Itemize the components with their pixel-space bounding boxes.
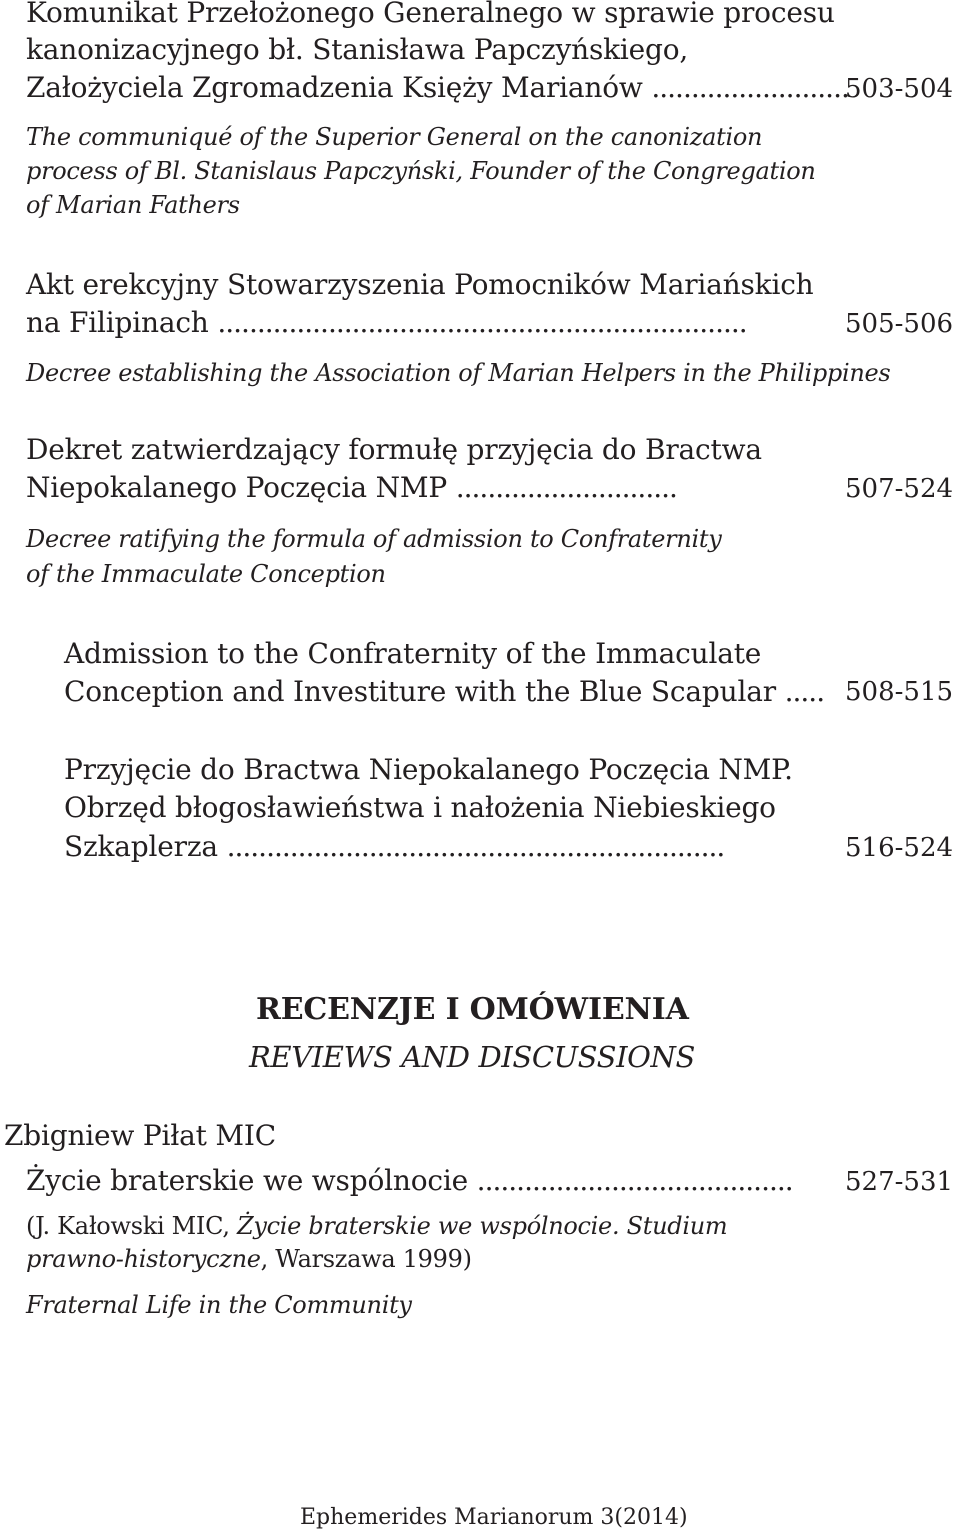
entry-2-title-text: na Filipinach <box>26 306 209 339</box>
entry-2-pages: 505-506 <box>845 309 954 339</box>
entry-1-title-line-3 <box>26 71 849 104</box>
entry-1-english-line-1: The communiqué of the Superior General on the canonization <box>26 123 763 151</box>
entry-5-pages: 516-524 <box>845 833 954 863</box>
entry-2-title-line-2 <box>26 306 747 339</box>
entry-5-title-line-3 <box>64 830 724 863</box>
entry-1-title-text: Założyciela Zgromadzenia Księży Marianów <box>26 71 643 104</box>
review-leader-dots: ........................................ <box>476 1164 793 1197</box>
review-title: Życie braterskie we wspólnocie <box>26 1164 468 1197</box>
entry-5-title-line-1: Przyjęcie do Bractwa Niepokalanego Poczęcia NMP. <box>64 753 793 786</box>
entry-5-leader-dots: ............................................................... <box>226 830 725 863</box>
reviews-subheading: REVIEWS AND DISCUSSIONS <box>249 1040 695 1074</box>
entry-1-title-line-2: kanonizacyjnego bł. Stanisława Papczyńskiego, <box>26 33 689 66</box>
reviews-heading: RECENZJE I OMÓWIENIA <box>256 992 689 1027</box>
entry-3-title-text: Niepokalanego Poczęcia NMP <box>26 471 448 504</box>
review-english-title: Fraternal Life in the Community <box>26 1291 412 1319</box>
entry-5-title-line-2: Obrzęd błogosławieństwa i nałożenia Niebieskiego <box>64 791 776 824</box>
review-reference-line-2 <box>26 1245 472 1273</box>
review-author: Zbigniew Piłat MIC <box>4 1119 276 1152</box>
entry-4-title-text: Conception and Investiture with the Blue Scapular <box>64 675 776 708</box>
entry-4-leader-dots: ..... <box>784 675 825 708</box>
review-ref-book-title: Życie braterskie we wspólnocie. Studium <box>236 1212 728 1240</box>
entry-1-english-line-2: process of Bl. Stanislaus Papczyński, Founder of the Congregation <box>26 157 816 185</box>
entry-3-english-line-2: of the Immaculate Conception <box>26 560 386 588</box>
entry-4-title-line-1: Admission to the Confraternity of the Immaculate <box>64 637 762 670</box>
review-title-line <box>26 1164 793 1197</box>
entry-3-leader-dots: ............................ <box>455 471 677 504</box>
entry-1-leader-dots: ......................... <box>651 71 849 104</box>
entry-1-english-line-3: of Marian Fathers <box>26 191 240 219</box>
entry-4-pages: 508-515 <box>845 677 954 707</box>
entry-5-title-text: Szkaplerza <box>64 830 218 863</box>
review-ref-subtitle: prawno-historyczne <box>26 1245 261 1273</box>
entry-2-leader-dots: ................................................................... <box>217 306 747 339</box>
review-reference-line-1 <box>26 1212 727 1240</box>
entry-1-pages: 503-504 <box>845 74 954 104</box>
entry-2-title-line-1: Akt erekcyjny Stowarzyszenia Pomocników Mariańskich <box>26 268 814 301</box>
entry-3-pages: 507-524 <box>845 474 954 504</box>
entry-4-title-line-2 <box>64 675 824 708</box>
entry-3-title-line-1: Dekret zatwierdzający formułę przyjęcia do Bractwa <box>26 433 762 466</box>
entry-2-english-line-1: Decree establishing the Association of Marian Helpers in the Philippines <box>26 359 891 387</box>
page-footer: Ephemerides Marianorum 3(2014) <box>300 1505 688 1530</box>
review-ref-author: (J. Kałowski MIC, <box>26 1212 237 1240</box>
review-ref-publication: , Warszawa 1999) <box>260 1245 472 1273</box>
review-pages: 527-531 <box>845 1167 954 1197</box>
entry-3-english-line-1: Decree ratifying the formula of admission to Confraternity <box>26 525 722 553</box>
entry-3-title-line-2 <box>26 471 677 504</box>
entry-1-title-line-1: Komunikat Przełożonego Generalnego w sprawie procesu <box>26 0 835 29</box>
